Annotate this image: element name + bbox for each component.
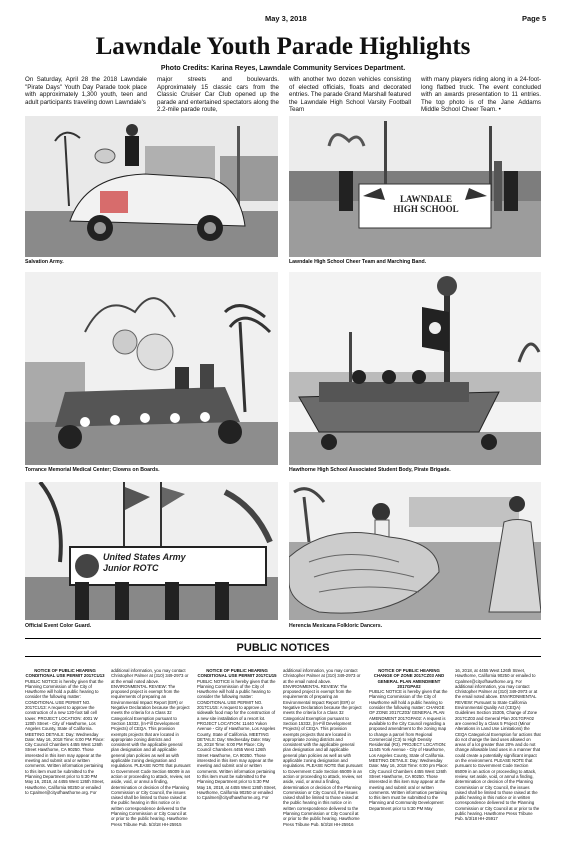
notice-column-6: [455, 668, 541, 822]
section-rule-bottom: [25, 656, 541, 657]
notice-body: additional information, you may contact Christopher Palmer at (310) 349-2973 or at the email noted above. ENVIRONMENTAL REVIEW: The proposed project is exempt from the requirements of preparing an Environmental Impact Report (EIR) or Negative Declaration because the project meets the criteria for a Class 32 Categorical Exemption pursuant to Section 15332, (In-Fill Development Projects) of CEQA. This provision exempts projects that are located in appropriate zoning districts and consistent with the applicable general plan designation and all applicable general plan policies as well as with applicable zoning designation and regulations. PLEASE NOTE that pursuant to Government Code Section 65009 in an action or proceeding to attack, review, set aside, void, or annul a finding, determination or decision of the Planning Commission or City Council, the issues raised shall be limited to those raised at the public hearing in this notice or in written correspondence delivered to the Planning Commission or City Council at or prior to the public hearing. Hawthorne Press Tribune Pub. 5/3/18 HH-25916: [283, 668, 363, 827]
story-column-1: On Saturday, April 28 the 2018 Lawndale "Pirate Days" Youth Day Parade took place with approximately 1,300 youth, teen and adult participants traveling down Lawndale's: [25, 76, 147, 106]
photo-color-guard: [25, 482, 278, 620]
notice-title: NOTICE OF PUBLIC HEARING CONDITIONAL USE PERMIT 2017CU15: [197, 668, 277, 679]
notice-column-1: [25, 668, 105, 795]
notice-body: additional information, you may contact Christopher Palmer at (310) 349-2973 or at the email noted above. ENVIRONMENTAL REVIEW: The proposed project is exempt from the requirements of preparing an Environmental Impact Report (EIR) or Negative Declaration because the project meets the criteria for a Class 32 Categorical Exemption pursuant to Section 15332, (In-Fill Development Projects) of CEQA. This provision exempts projects that are located in appropriate zoning districts and consistent with the applicable general plan designation and all applicable general plan policies as well as with applicable zoning designation and regulations. PLEASE NOTE that pursuant to Government Code Section 65009 in an action or proceeding to attack, review, set aside, void, or annul a finding, determination or decision of the Planning Commission or City Council, the issues raised shall be limited to those raised at the public hearing in this notice or in written correspondence delivered to the Planning Commission or City Council at or prior to the public hearing. Hawthorne Press Tribune Pub. 5/3/18 HH-25915: [111, 668, 191, 827]
notice-column-4: [283, 668, 363, 827]
army-line-2: Junior ROTC: [103, 563, 159, 573]
photo-torrance-memorial: [25, 272, 278, 465]
caption-photo-5: Official Event Color Guard.: [25, 623, 92, 629]
notice-title: NOTICE OF PUBLIC HEARING CHANGE OF ZONE 2017CZ03 AND GENERAL PLAN AMENDMENT 2017GPA02: [373, 668, 445, 689]
story-column-3: with another two dozen vehicles consisting of elected officials, floats and decorated entries. The parade Grand Marshall featured the Lawndale High School Varsity Football Team: [289, 76, 411, 114]
notice-body: PUBLIC NOTICE is hereby given that the Planning Commission of the City of Hawthorne will hold a public hearing to consider the following matter: CONDITIONAL USE PERMIT NO. 2017CU15: A request to approve a sidewalk food map for the construction of a new site installation of a resort lot. PROJECT LOCATION: 11440 Yukon Avenue - City of Hawthorne, Los Angeles County, State of California. MEETING DETAILS: Day: Wednesday Date: May 16, 2018 Time: 6:00 PM Place: City Council Chambers 4455 West 126th Street Hawthorne, CA 90250. Those interested in this item may appear at the meeting and submit oral or written comments. Written information pertaining to this item must be submitted to the Planning Department prior to 5:30 PM May 16, 2018, at 4455 West 126th Street, Hawthorne, California 90250 or emailed to Cpalmer@cityofhawthorne.org. For: [197, 678, 277, 801]
photo-cheer-team: [289, 116, 541, 257]
story-column-4: with many players riding along in a 24-foot-long flatbed truck. The event concluded with an awards presentation to 11 entries. The top photo is of the Jane Addams Middle School Cheer Team. •: [421, 76, 541, 114]
notice-body: PUBLIC NOTICE is hereby given that the Planning Commission of the City of Hawthorne will hold a public hearing to consider the following matter: CONDITIONAL USE PERMIT NO. 2017CU13: A request to approve the construction of a new 120-foot tall cell tower. PROJECT LOCATION: 4001 W 120th Street - City of Hawthorne, Los Angeles County, State of California. MEETING DETAILS: Day: Wednesday Date: May 16, 2018 Time: 6:00 PM Place: City Council Chambers 4455 West 126th Street Hawthorne, CA 90250. Those interested in this item may appear at the meeting and submit oral or written comments. Written information pertaining to this item must be submitted to the Planning Department prior to 5:30 PM May 16, 2018, at 4455 West 126th Street, Hawthorne, California 90250 or emailed to Cpalmer@cityofhawthorne.org. For: [25, 678, 105, 795]
notice-title: NOTICE OF PUBLIC HEARING CONDITIONAL USE PERMIT 2017CU13: [25, 668, 105, 679]
photo-folkloric-dancers: [289, 482, 541, 620]
caption-photo-2: Lawndale High School Cheer Team and Marching Band.: [289, 259, 427, 265]
photo-credit: Photo Credits: Karina Reyes, Lawndale Community Services Department.: [160, 65, 406, 72]
photo-salvation-army: [25, 116, 278, 257]
banner-line-2: HIGH SCHOOL: [393, 204, 459, 214]
notice-column-3: [197, 668, 277, 800]
issue-date: May 3, 2018: [265, 14, 307, 23]
army-banner-text: [103, 552, 263, 574]
banner-line-1: LAWNDALE: [399, 194, 452, 204]
story-column-2: major streets and boulevards. Approximately 15 classic cars from the Classic Cruiser Car Club opened up the parade and entertained spectators along the 2.2-mile parade route,: [157, 76, 279, 114]
notice-column-5: [369, 668, 449, 811]
notice-body: PUBLIC NOTICE is hereby given that the Planning Commission of the City of Hawthorne will hold a public hearing to consider the following matter: CHANGE OF ZONE 2017CZ03/ GENERAL PLAN AMENDMENT 2017GPA02: A request is available to the City Council regarding a proposed amendment to the zoning map to change a parcel from Regional Commercial (C3) to High Density Residential (R3). PROJECT LOCATION: 11445 York Avenue - City of Hawthorne, Los Angeles County, State of California. MEETING DETAILS: Day: Wednesday Date: May 16, 2018 Time: 6:00 pm Place: City Council Chambers 4455 West 126th Street Hawthorne, CA 90250. Those interested in this item may appear at the meeting and submit oral or written comments. Written information pertaining to this item must be submitted to the Planning and Community Development Department prior to 5:30 PM May: [369, 689, 449, 811]
page-header: [0, 0, 566, 24]
headline: Lawndale Youth Parade Highlights: [95, 33, 471, 60]
notice-column-2: [111, 668, 191, 827]
caption-photo-1: Salvation Army.: [25, 259, 64, 265]
caption-photo-4: Hawthorne High School Associated Student Body, Pirate Brigade.: [289, 467, 451, 473]
banner-text: [381, 194, 471, 214]
caption-photo-3: Torrance Memorial Medical Center; Clowns on Boards.: [25, 467, 160, 473]
notice-body: 16, 2018, at 4455 West 126th Street, Hawthorne, California 90250 or emailed to Cpalmer@cityofhawthorne.org. For additional information, you may contact Christopher Palmer at (310) 349-2973 or at the email noted above. ENVIRONMENTAL REVIEW: Pursuant to State California Environmental Quality Act (CEQA) Guidelines Section 15305, Change of Zone 2017CZ03 and General Plan 2017GPA02 are covered by a Class 5 Project (Minor Alterations in Land Use Limitations) the CEQA Categorical Exemption for actions that do not change the land uses allowed on areas of a lot greater than 20% and do not change allowable land uses in a manner that could create a potentially significant impact on the environment. PLEASE NOTE that pursuant to Government Code Section 65009 in an action or proceeding to attack, review, set aside, void, or annul a finding, determination or decision of the Planning Commission or City Council, the issues raised shall be limited to those raised at the public hearing in this notice or in written correspondence delivered to the Planning Commission or City Council at or prior to the public hearing. Hawthorne Press Tribune Pub. 5/3/18 HH-25917: [455, 668, 541, 822]
public-notices-title: PUBLIC NOTICES: [236, 642, 330, 654]
section-rule-top: [25, 638, 541, 639]
page-number: Page 5: [522, 14, 547, 23]
photo-pirate-brigade: [289, 272, 541, 465]
army-line-1: United States Army: [103, 552, 186, 562]
caption-photo-6: Herencia Mexicana Folkloric Dancers.: [289, 623, 383, 629]
